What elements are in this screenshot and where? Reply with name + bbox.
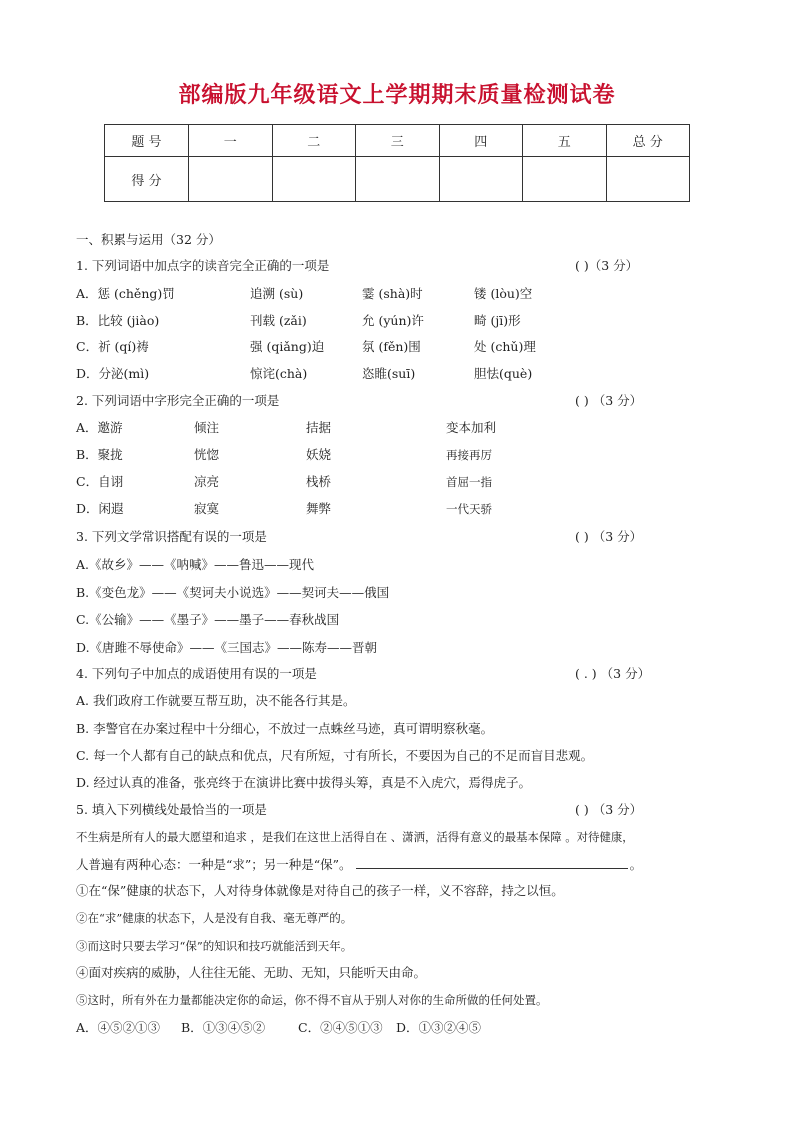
q2-option: 寂寞 [194,501,220,516]
q5-item: ③而这时只要去学习“保”的知识和技巧就能活到天年。 [76,939,353,953]
q1-option: D．分泌(mì) [76,366,150,381]
q5-item: ④面对疾病的威胁，人往往无能、无助、无知，只能听天由命。 [76,965,427,980]
q4-option: A. 我们政府工作就要互帮互助，决不能各行其是。 [76,693,356,708]
score-cell[interactable] [439,157,523,202]
score-header-cell: 总 分 [606,125,690,157]
q2-option: B．聚拢 [76,447,123,462]
question-4-points: ( . ) （3 分） [575,666,651,681]
q5-paragraph-end: 。 [629,857,643,872]
q2-option: 凉亮 [194,474,220,489]
score-header-cell: 五 [523,125,607,157]
q2-option: 首屈一指 [446,475,492,489]
score-cell[interactable] [189,157,273,202]
section-heading: 一、积累与运用（32 分） [76,232,221,247]
page-title: 部编版九年级语文上学期期末质量检测试卷 [178,83,616,108]
q4-option: C. 每一个人都有自己的缺点和优点，尺有所短，寸有所长，不要因为自己的不足而盲目悲观。 [76,748,594,763]
question-2-stem: 2. 下列词语中字形完全正确的一项是 [76,393,280,408]
score-cell[interactable] [356,157,440,202]
q2-option: 妖娆 [306,447,332,462]
q4-option: D. 经过认真的准备，张亮终于在演讲比赛中拔得头筹，真是不入虎穴，焉得虎子。 [76,775,532,790]
q5-item: ⑤这时，所有外在力量都能决定你的命运，你不得不盲从于别人对你的生命所做的任何处置。 [76,993,548,1007]
q1-option: 镂 (lòu)空 [474,286,533,301]
score-cell[interactable] [606,157,690,202]
q2-option: 拮据 [306,420,332,435]
q2-option: 舞弊 [306,501,332,516]
q5-paragraph: 不生病是所有人的最大愿望和追求 ，是我们在这世上活得自在 、潇洒，活得有意义的最基本保障 。对待健康， [76,830,634,844]
score-header-cell: 一 [189,125,273,157]
question-1-points: ( )（3 分） [575,258,639,273]
q1-option: C．祈 (qí)祷 [76,339,149,354]
q1-option: 畸 (jī)形 [474,313,521,328]
q1-option: 胆怯(què) [474,366,533,381]
score-header-cell: 四 [439,125,523,157]
q3-option: B.《变色龙》——《契诃夫小说选》——契诃夫——俄国 [76,585,390,600]
q2-option: 恍惚 [194,447,220,462]
q1-option: 强 (qiǎng)迫 [250,339,325,354]
q2-option: 栈桥 [306,474,332,489]
score-table-header-row [105,125,690,157]
question-1-stem: 1. 下列词语中加点字的读音完全正确的一项是 [76,258,330,273]
score-table-score-row [105,157,690,202]
score-row-label: 得 分 [105,157,189,202]
q1-option: 惊诧(chà) [250,366,308,381]
q1-option: 追溯 (sù) [250,286,304,301]
q3-option: C.《公输》——《墨子》——墨子——春秋战国 [76,612,340,627]
q5-paragraph: 人普遍有两种心态：一种是“求”；另一种是“保”。 [76,857,352,872]
q5-choice: C．②④⑤①③ [298,1020,383,1035]
question-2-points: ( ) （3 分） [575,393,643,408]
q5-choice: A．④⑤②①③ [76,1020,161,1035]
score-table [104,124,690,202]
q1-option: 恣睢(suī) [362,366,416,381]
score-header-cell: 二 [272,125,356,157]
q4-option: B. 李警官在办案过程中十分细心，不放过一点蛛丝马迹，真可谓明察秋毫。 [76,721,494,736]
q1-option: 允 (yún)许 [362,313,424,328]
score-header-cell: 三 [356,125,440,157]
q2-option: 变本加利 [446,420,497,435]
q2-option: D．闲遐 [76,501,124,516]
q1-option: 氛 (fěn)围 [362,339,421,354]
answer-blank[interactable] [356,856,628,869]
q2-option: A．邀游 [76,420,123,435]
q1-option: 处 (chǔ)理 [474,339,536,354]
question-3-points: ( ) （3 分） [575,529,643,544]
score-cell[interactable] [523,157,607,202]
q1-option: B．比较 (jiào) [76,313,160,328]
question-5-points: ( ) （3 分） [575,802,643,817]
q2-option: C．自诩 [76,474,124,489]
q1-option: 霎 (shà)时 [362,286,423,301]
question-4-stem: 4. 下列句子中加点的成语使用有误的一项是 [76,666,317,681]
q5-item: ①在“保”健康的状态下，人对待身体就像是对待自己的孩子一样，义不容辞，持之以恒。 [76,883,564,898]
question-5-stem: 5. 填入下列横线处最恰当的一项是 [76,802,267,817]
score-cell[interactable] [272,157,356,202]
q2-option: 倾注 [194,420,220,435]
score-header-cell: 题 号 [105,125,189,157]
q5-choice: B．①③④⑤② [181,1020,266,1035]
q1-option: 刊载 (zǎi) [250,313,307,328]
q3-option: A.《故乡》——《呐喊》——鲁迅——现代 [76,557,315,572]
q5-choice: D．①③②④⑤ [396,1020,482,1035]
q2-option: 一代天骄 [446,502,492,516]
q5-paragraph-line [76,856,642,874]
q1-option: A．惩 (chěng)罚 [76,286,175,301]
q5-item: ②在“求”健康的状态下，人是没有自我、毫无尊严的。 [76,911,353,925]
q2-option: 再接再厉 [446,448,492,462]
question-3-stem: 3. 下列文学常识搭配有误的一项是 [76,529,267,544]
q3-option: D.《唐雎不辱使命》——《三国志》——陈寿——晋朝 [76,640,378,655]
